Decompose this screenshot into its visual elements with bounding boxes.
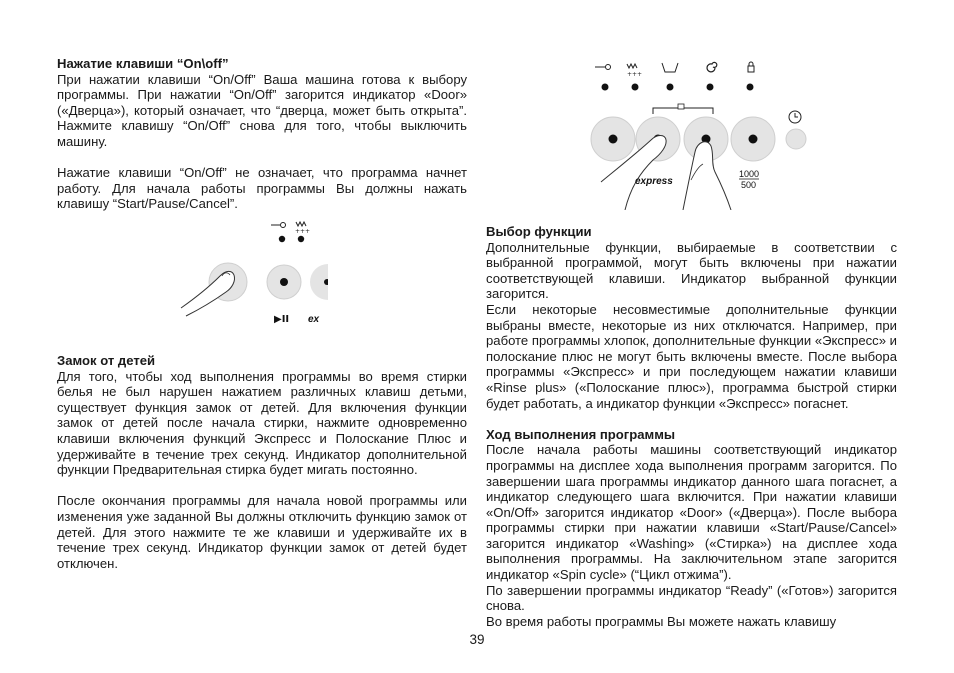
right-column [486, 224, 897, 629]
program-progress-paragraph-3: Во время работы программы Вы можете нажать клавишу [486, 613, 837, 629]
program-progress-paragraph-2: По завершении программы индикатор “Ready” («Готов») загорится снова. [486, 582, 897, 614]
indicator-3 [667, 84, 674, 91]
svg-text:+++: +++ [295, 228, 311, 235]
rinse-plus-icon [627, 64, 642, 78]
svg-text:+++: +++ [627, 71, 643, 78]
on-off-paragraph-2: Нажатие клавиши “On/Off” не означает, что программа начнет работу. Для начала работы программы Вы должны нажать клавишу “Start/Pause/Cancel”. [57, 165, 467, 212]
prewash-indicator [279, 236, 285, 242]
page-number: 39 [469, 632, 485, 647]
washing-tub-icon [662, 63, 678, 72]
spin-cycle-icon [707, 62, 717, 71]
on-off-heading: Нажатие клавиши “On\off” [57, 56, 229, 71]
indicator-1 [602, 84, 609, 91]
spin-1000-label: 1000 [739, 169, 760, 179]
spin-500-label: 500 [741, 180, 757, 190]
delay-button[interactable] [786, 129, 806, 149]
child-lock-paragraph-2: После окончания программы для начала новой программы или изменения уже заданной Вы должны отключить функцию замок от детей. Для этого нажмите те же клавиши и удерживайте их в течение трех секунд. Индикатор функции замок от детей будет отключен. [57, 493, 467, 571]
function-select-heading: Выбор функции [486, 224, 592, 239]
function-select-paragraph-1: Дополнительные функции, выбираемые в соответствии с выбранной программой, могут быть включены при нажатии соответствующей клавиши. Индикатор выбранной функции загорится. [486, 239, 897, 302]
function-select-paragraph-2: Если некоторые несовместимые дополнительные функции выбраны вместе, некоторые из них отключатся. Например, при работе программы хлопок, дополнительные функции «Экспресс» и полоскание плюс не могут быть включены вместе. После выбора программы «Экспресс» и при последующем нажатии клавиши «Rinse plus» («Полоскание плюс»), программа быстрой стирки будет работать, а индикатор функции «Экспресс» погаснет. [486, 301, 897, 411]
express-label: ex [308, 314, 320, 325]
rinse-plus-icon [295, 222, 310, 235]
on-off-paragraph-1: При нажатии клавиши “On/Off” Ваша машина готова к выбору программы. При нажатии “On/Off” загорится индикатор «Door» («Дверца»), который означает, что “дверца, может быть открыта”. Нажмите клавишу “On/Off” снова для того, чтобы выключить машину. [57, 71, 467, 149]
indicator-5 [747, 84, 754, 91]
left-column-lower [57, 353, 467, 571]
child-lock-paragraph-1: Для того, чтобы ход выполнения программы во время стирки белья не был нарушен нажатием различных клавиш детьми, существует функция замок от детей. Для включения функции замок от детей после начала стирки, нажмите одновременно клавиши включения функций Экспресс и Полоскание Плюс и удерживайте в течение трех секунд. Индикатор дополнительной функции Предварительная стирка будет мигать постоянно. [57, 368, 467, 478]
child-lock-heading: Замок от детей [57, 353, 156, 368]
indicator-4 [707, 84, 714, 91]
play-pause-label: ▶II [274, 314, 290, 325]
indicator-2 [632, 84, 639, 91]
function-panel-figure [583, 60, 813, 210]
express-label: express [635, 176, 673, 187]
prewash-icon [595, 65, 611, 70]
prewash-icon [271, 223, 286, 228]
program-progress-paragraph-1: После начала работы машины соответствующий индикатор программы на дисплее хода выполнения программ загорится. По завершении шага программы индикатор данного шага погаснет, а индикатор следующего шага включится. При нажатии клавиши «On/Off» загорится индикатор «Door» («Дверца»). После выбора программы стирки при нажатии клавиши «Start/Pause/Cancel» загорится индикатор «Washing» («Стирка») на дисплее хода выполнения программы. На заключительном этапе загорится индикатор «Spin cycle» (“Цикл отжима”). [486, 442, 897, 583]
on-off-figure [178, 218, 328, 330]
rinse-plus-indicator [298, 236, 304, 242]
lock-icon [748, 62, 754, 72]
program-progress-heading: Ход выполнения программы [486, 426, 676, 442]
left-column [57, 56, 467, 212]
